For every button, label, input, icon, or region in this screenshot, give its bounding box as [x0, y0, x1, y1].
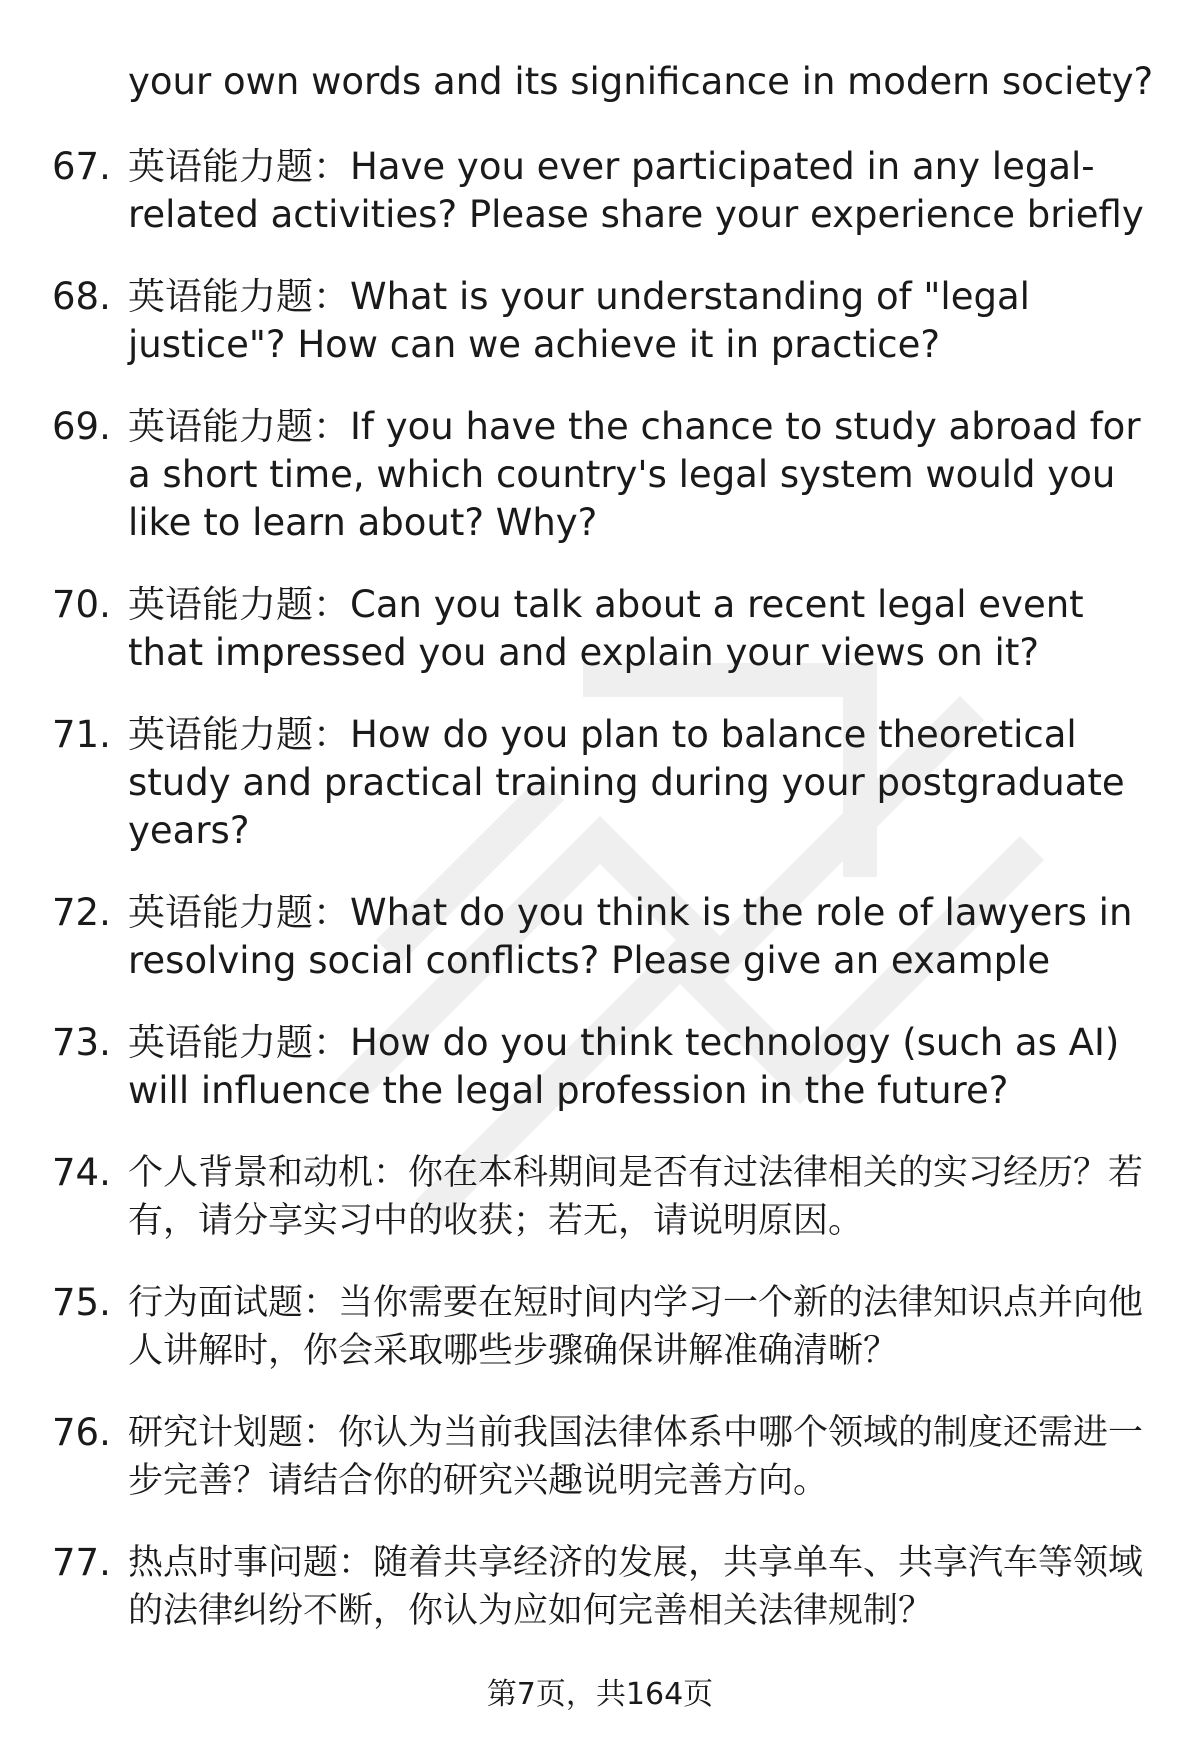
list-item [0, 581, 1200, 677]
question-text: 英语能力题：What do you think is the role of lawyers in resolving social conflicts? Please give an example [128, 891, 1133, 982]
question-text: 热点时事问题：随着共享经济的发展，共享单车、共享汽车等领域的法律纠纷不断，你认为应如何完善相关法律规制？ [128, 1543, 1144, 1631]
question-number: 73. [52, 1021, 111, 1064]
question-number: 69. [52, 405, 111, 448]
list-item [0, 889, 1200, 985]
question-number: 76. [52, 1411, 111, 1454]
question-number: 74. [52, 1151, 111, 1194]
list-item [0, 1279, 1200, 1375]
question-number: 75. [52, 1281, 111, 1324]
list-item [0, 711, 1200, 855]
question-number: 67. [52, 145, 111, 188]
list-item [0, 143, 1200, 239]
question-number: 77. [52, 1541, 111, 1584]
question-text: 英语能力题：How do you think technology (such as AI) will influence the legal profession in the future? [128, 1021, 1120, 1112]
question-list [0, 143, 1200, 1669]
question-text: 行为面试题：当你需要在短时间内学习一个新的法律知识点并向他人讲解时，你会采取哪些步骤确保讲解准确清晰？ [128, 1283, 1144, 1371]
question-text: 个人背景和动机：你在本科期间是否有过法律相关的实习经历？若有，请分享实习中的收获；若无，请说明原因。 [128, 1153, 1144, 1241]
list-item [0, 1539, 1200, 1635]
question-number: 71. [52, 713, 111, 756]
question-number: 70. [52, 583, 111, 626]
question-text: 英语能力题：How do you plan to balance theoretical study and practical training during your postgraduate years? [128, 713, 1125, 852]
question-text: 研究计划题：你认为当前我国法律体系中哪个领域的制度还需进一步完善？请结合你的研究兴趣说明完善方向。 [128, 1413, 1144, 1501]
list-item [0, 1019, 1200, 1115]
list-item [0, 403, 1200, 547]
continued-question-text: your own words and its significance in modern society? [128, 60, 1154, 103]
list-item [0, 1409, 1200, 1505]
question-text: 英语能力题：What is your understanding of "legal justice"? How can we achieve it in practice? [128, 275, 1030, 366]
question-number: 68. [52, 275, 111, 318]
page-number-footer: 第7页，共164页 [486, 1677, 714, 1712]
question-text: 英语能力题：Have you ever participated in any legal-related activities? Please share your experience briefly [128, 145, 1144, 236]
question-number: 72. [52, 891, 111, 934]
question-text: 英语能力题：If you have the chance to study abroad for a short time, which country's legal system would you like to learn about? Why? [128, 405, 1141, 544]
list-item [0, 273, 1200, 369]
list-item [0, 1149, 1200, 1245]
question-text: 英语能力题：Can you talk about a recent legal event that impressed you and explain your views on it? [128, 583, 1084, 674]
